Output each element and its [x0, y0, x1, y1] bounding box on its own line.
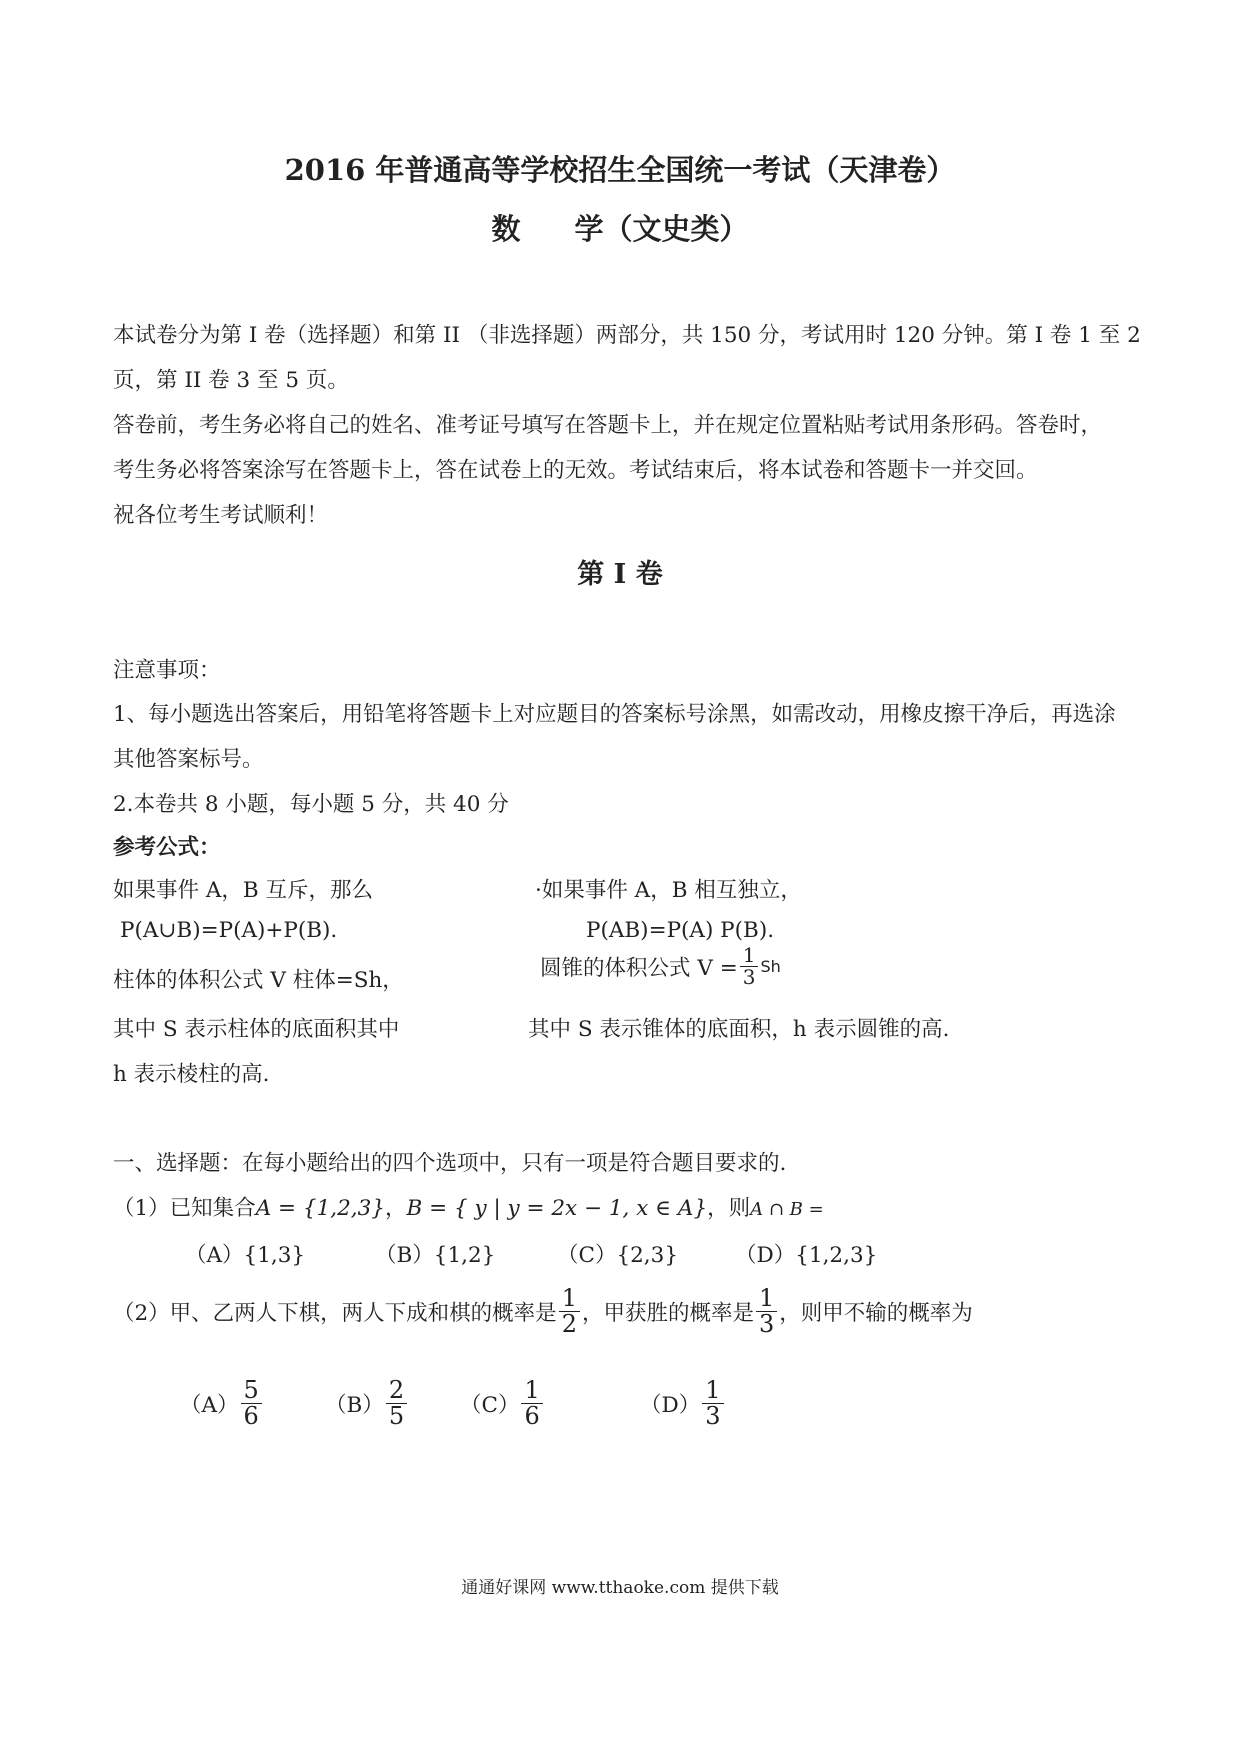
set-a: A = {1,2,3} — [255, 1196, 385, 1221]
q1-option-b: （B）{1,2} — [375, 1243, 496, 1268]
section-1-heading: 一、选择题：在每小题给出的四个选项中，只有一项是符合题目要求的. — [113, 1151, 787, 1176]
formula-left-3: 柱体的体积公式 V 柱体=Sh， — [113, 968, 404, 993]
exam-subtitle — [0, 207, 1240, 248]
fraction-numerator: 2 — [386, 1378, 407, 1404]
question-2-text-3: ，则甲不输的概率为 — [779, 1301, 973, 1327]
one-third-fraction — [740, 945, 759, 988]
q2-option-d-label: （D） — [640, 1393, 701, 1419]
subtitle-left: 数 — [491, 212, 521, 246]
q2-option-b-label: （B） — [325, 1393, 384, 1419]
fraction-numerator: 1 — [559, 1286, 580, 1312]
q2-option-a — [180, 1378, 264, 1429]
fraction-denominator: 3 — [742, 965, 756, 989]
q2-option-c — [460, 1378, 545, 1429]
fraction-numerator: 1 — [740, 945, 759, 967]
intro-line-2: 页，第 II 卷 3 至 5 页。 — [113, 368, 349, 393]
fraction-denominator: 6 — [243, 1402, 259, 1431]
fraction-denominator: 3 — [705, 1402, 721, 1431]
formula-left-2: P(A∪B)=P(A)+P(B). — [120, 918, 338, 943]
q2-option-a-fraction — [241, 1378, 262, 1429]
q2-option-a-label: （A） — [180, 1393, 239, 1419]
question-1 — [113, 1191, 824, 1222]
formula-right-4: 其中 S 表示锥体的底面积，h 表示圆锥的高. — [528, 1017, 950, 1042]
formulas-heading: 参考公式： — [113, 835, 221, 860]
q2-fraction-win — [756, 1286, 777, 1337]
question-1-separator: ， — [384, 1196, 407, 1221]
question-2 — [113, 1286, 973, 1337]
question-1-prefix: （1）已知集合 — [113, 1196, 256, 1221]
question-2-text-1: （2）甲、乙两人下棋，两人下成和棋的概率是 — [113, 1301, 557, 1327]
fraction-denominator: 3 — [758, 1310, 775, 1339]
q2-fraction-draw — [559, 1286, 580, 1337]
set-b: B = { y | y = 2x − 1, x ∈ A} — [406, 1196, 708, 1221]
formula-right-1: ·如果事件 A，B 相互独立， — [535, 878, 802, 903]
q2-option-b — [325, 1378, 409, 1429]
formula-right-2: P(AB)=P(A) P(B). — [586, 918, 775, 943]
question-1-suffix: ，则 — [707, 1196, 751, 1221]
formula-left-5: h 表示棱柱的高. — [113, 1062, 270, 1087]
fraction-numerator: 5 — [241, 1378, 262, 1404]
q2-option-c-label: （C） — [460, 1393, 520, 1419]
q2-option-b-fraction — [386, 1378, 407, 1429]
formula-left-4: 其中 S 表示柱体的底面积其中 — [113, 1017, 400, 1042]
q2-option-d-fraction — [702, 1378, 723, 1429]
formula-right-3 — [540, 945, 781, 988]
exam-title: 2016 年普通高等学校招生全国统一考试（天津卷） — [284, 153, 956, 187]
q2-option-d — [640, 1378, 726, 1429]
q2-option-c-fraction — [521, 1378, 542, 1429]
fraction-denominator: 2 — [561, 1310, 577, 1339]
q1-option-d: （D）{1,2,3} — [735, 1243, 878, 1268]
intro-line-1: 本试卷分为第 I 卷（选择题）和第 II （非选择题）两部分，共 150 分，考试用时 120 分钟。第 I 卷 1 至 2 — [113, 323, 1141, 348]
notice-item-1-line-1: 1、每小题选出答案后，用铅笔将答题卡上对应题目的答案标号涂黑，如需改动，用橡皮擦干净后，再选涂 — [113, 702, 1116, 727]
question-2-text-2: ，甲获胜的概率是 — [581, 1301, 754, 1327]
subtitle-right: 学（文史类） — [574, 212, 749, 246]
q1-option-a: （A）{1,3} — [185, 1243, 306, 1268]
intro-line-4: 考生务必将答案涂写在答题卡上，答在试卷上的无效。考试结束后，将本试卷和答题卡一并交回。 — [113, 458, 1038, 483]
fraction-denominator: 5 — [388, 1402, 405, 1431]
cone-volume-label: 圆锥的体积公式 V = — [540, 956, 738, 981]
fraction-numerator: 1 — [521, 1378, 542, 1404]
volume-heading: 第 I 卷 — [577, 559, 663, 590]
notice-item-2: 2.本卷共 8 小题，每小题 5 分，共 40 分 — [113, 792, 509, 817]
page-footer: 通通好课网 www.tthaoke.com 提供下载 — [461, 1578, 779, 1598]
question-1-ask: A ∩ B = — [750, 1199, 824, 1220]
notice-item-1-line-2: 其他答案标号。 — [113, 747, 264, 772]
fraction-numerator: 1 — [756, 1286, 777, 1312]
intro-line-3: 答卷前，考生务必将自己的姓名、准考证号填写在答题卡上，并在规定位置粘贴考试用条形码。答卷时， — [113, 413, 1103, 438]
notice-heading: 注意事项： — [113, 658, 221, 683]
q1-option-c: （C）{2,3} — [557, 1243, 679, 1268]
cone-volume-sh: Sh — [760, 957, 781, 976]
intro-line-5: 祝各位考生考试顺利！ — [113, 503, 329, 528]
fraction-numerator: 1 — [702, 1378, 723, 1404]
fraction-denominator: 6 — [524, 1402, 540, 1431]
formula-left-1: 如果事件 A，B 互斥，那么 — [113, 878, 373, 903]
